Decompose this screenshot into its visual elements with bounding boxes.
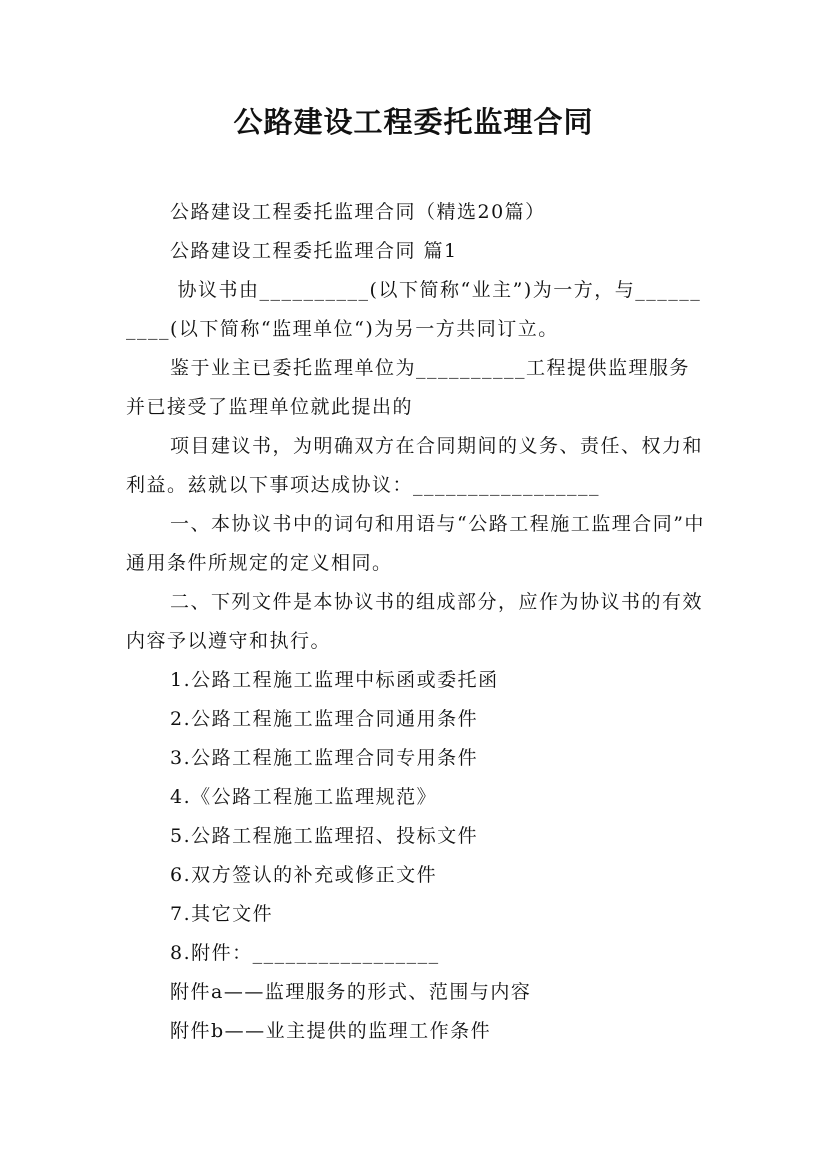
list-item-5: 5.公路工程施工监理招、投标文件	[170, 825, 479, 847]
document-body	[126, 193, 706, 1051]
paragraph-subtitle: 公路建设工程委托监理合同（精选20篇）	[170, 201, 546, 223]
paragraph-whereas: 鉴于业主已委托监理单位为__________工程提供监理服务并已接受了监理单位就此提出的	[126, 357, 691, 418]
attachment-a: 附件a——监理服务的形式、范围与内容	[170, 981, 532, 1003]
list-item-1: 1.公路工程施工监理中标函或委托函	[170, 669, 499, 691]
list-item-7: 7.其它文件	[170, 903, 274, 925]
attachment-b: 附件b——业主提供的监理工作条件	[170, 1020, 492, 1042]
document-title: 公路建设工程委托监理合同	[233, 105, 594, 139]
paragraph-project-proposal: 项目建议书，为明确双方在合同期间的义务、责任、权力和利益。兹就以下事项达成协议：_________________	[126, 435, 704, 496]
paragraph-agreement-parties: 协议书由__________(以下简称“业主”)为一方，与__________(以下简称“监理单位“)为另一方共同订立。	[126, 279, 702, 340]
list-item-6: 6.双方签认的补充或修正文件	[170, 864, 438, 886]
list-item-3: 3.公路工程施工监理合同专用条件	[170, 747, 479, 769]
paragraph-section-heading: 公路建设工程委托监理合同 篇1	[170, 240, 458, 262]
paragraph-clause-2: 二、下列文件是本协议书的组成部分，应作为协议书的有效内容予以遵守和执行。	[126, 591, 704, 652]
list-item-4: 4.《公路工程施工监理规范》	[170, 786, 438, 808]
paragraph-clause-1: 一、本协议书中的词句和用语与“公路工程施工监理合同”中通用条件所规定的定义相同。	[126, 513, 705, 574]
list-item-2: 2.公路工程施工监理合同通用条件	[170, 708, 479, 730]
list-item-8: 8.附件：_________________	[170, 942, 440, 964]
